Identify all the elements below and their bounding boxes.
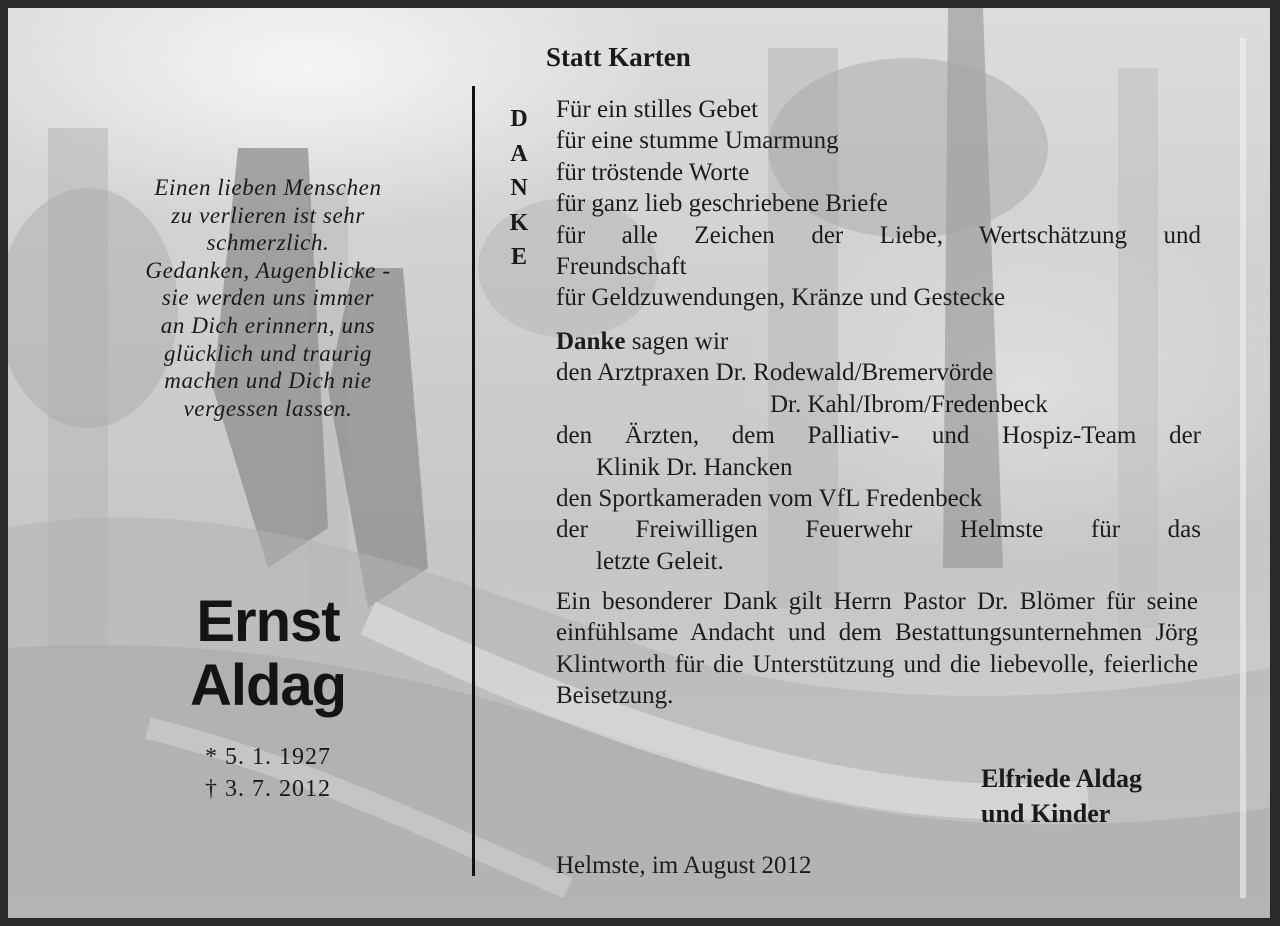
danke-intro-rest: sagen wir [625,328,729,355]
danke-line: letzte Geleit. [596,547,724,575]
signature-line: Elfriede Aldag [981,764,1143,793]
place-and-date: Helmste, im August 2012 [556,852,812,879]
memorial-poem [88,174,448,422]
birth-date: * 5. 1. 1927 [205,744,331,770]
thanks-list [556,94,1201,314]
thanks-line: für tröstende Worte [556,158,750,186]
danke-bold-word: Danke [556,328,626,355]
heading-statt-karten: Statt Karten [546,42,691,72]
poem-line: glücklich und traurig [163,340,373,366]
danke-line: Klinik Dr. Hancken [596,453,793,481]
deceased-first-name: Ernst [196,589,340,654]
thanks-line: Für ein stilles Gebet [556,96,759,123]
acrostic-letter: D [510,106,528,132]
deceased-last-name: Aldag [189,653,347,718]
final-thanks-paragraph: Ein besonderer Dank gilt Herrn Pastor Dr. Blömer für seine einfühlsame Andacht und dem Bestattungsunternehmen Jörg Klintworth für die Unterstützung und die liebevolle, feierliche Beisetzung. [556,588,1198,710]
life-dates [168,741,368,805]
poem-line: Einen lieben Menschen [154,175,382,200]
poem-line: vergessen lassen. [183,395,353,421]
danke-line: der Freiwilligen Feuerwehr Helmste für das [556,516,1201,544]
obituary-card [8,8,1270,918]
poem-line: schmerzlich. [206,230,330,256]
vertical-divider [472,86,475,876]
danke-line: den Sportkameraden vom VfL Fredenbeck [556,485,983,513]
poem-line: zu verlieren ist sehr [171,202,365,228]
danke-line: Dr. Kahl/Ibrom/Fredenbeck [770,390,1048,418]
poem-line: an Dich erinnern, uns [160,312,376,338]
danke-section [556,326,1201,577]
death-date: † 3. 7. 2012 [205,776,331,802]
thanks-line: für alle Zeichen der Liebe, Wertschätzung und [556,221,1201,249]
poem-line: machen und Dich nie [164,368,372,394]
danke-line: den Ärzten, dem Palliativ- und Hospiz-Team der [556,422,1201,450]
danke-intro [556,326,1201,357]
deceased-name [158,590,378,718]
thanks-line: für ganz lieb geschriebene Briefe [556,190,888,218]
poem-line: sie werden uns immer [161,285,375,311]
poem-line: Gedanken, Augenblicke - [145,257,391,283]
danke-acrostic [504,102,534,275]
acrostic-letter: A [510,140,528,167]
thanks-line: Freundschaft [556,253,687,281]
thanks-line: für Geldzuwendungen, Kränze und Gestecke [556,284,1006,312]
signature-line: und Kinder [981,799,1111,828]
acrostic-letter: E [510,244,527,270]
acrostic-letter: K [509,209,529,236]
signature [981,761,1142,831]
thanks-line: für eine stumme Umarmung [556,127,839,155]
acrostic-letter: N [510,175,528,201]
danke-line: den Arztpraxen Dr. Rodewald/Bremervörde [556,359,994,387]
